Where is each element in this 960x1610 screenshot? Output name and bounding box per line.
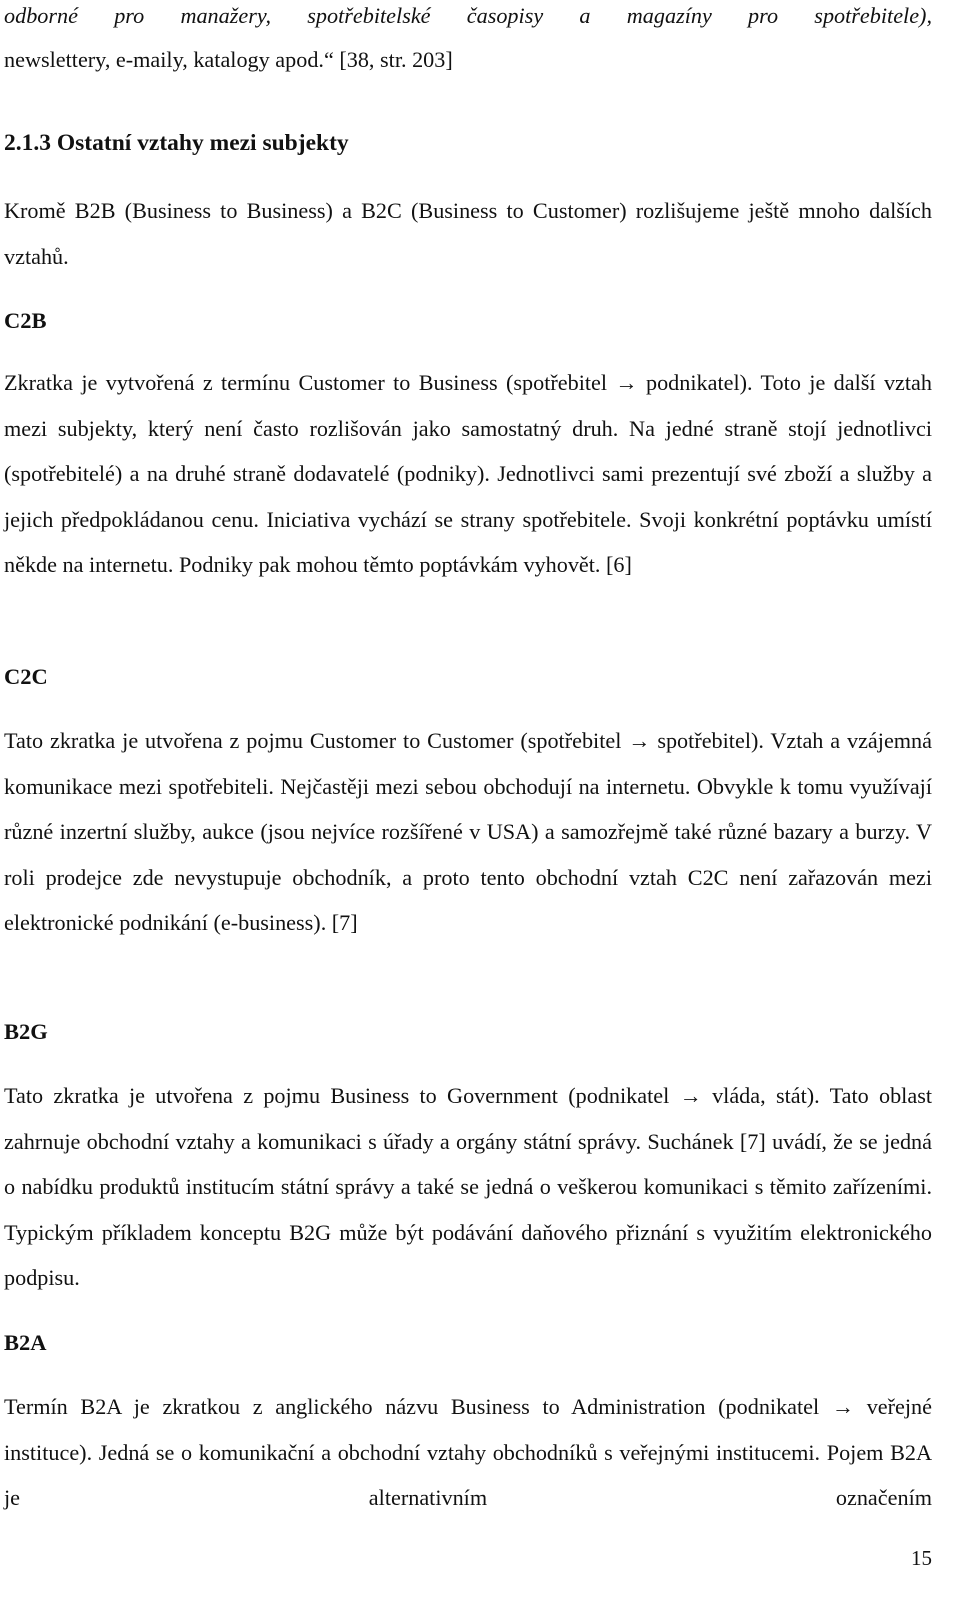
intro-line-1: odborné pro manažery, spotřebitelské časopisy a magazíny pro spotřebitele),	[4, 3, 932, 28]
subsection-title-b2a: B2A	[4, 1330, 47, 1355]
paragraph-c2b: Zkratka je vytvořená z termínu Customer to Business (spotřebitel → podnikatel). Toto je další vztah mezi subjekty, který není často rozlišován jako samostatný druh. Na jedné straně stojí jednotlivci (spotřebitelé) a na druhé straně dodavatelé (podniky). Jednotlivci sami prezentují své zboží a služby a jejich předpokládanou cenu. Iniciativa vychází se strany spotřebitele. Svoji konkrétní poptávku umístí někde na internetu. Podniky pak mohou těmto poptávkám vyhovět. [6]	[4, 370, 932, 577]
subsection-title-b2g: B2G	[4, 1019, 48, 1044]
subsection-title-c2b: C2B	[4, 308, 47, 333]
paragraph-c2c: Tato zkratka je utvořena z pojmu Customer to Customer (spotřebitel → spotřebitel). Vztah a vzájemná komunikace mezi spotřebiteli. Nejčastěji mezi sebou obchodují na internetu. Obvykle k tomu využívají různé inzertní služby, aukce (jsou nejvíce rozšířené v USA) a samozřejmě také různé bazary a burzy. V roli prodejce zde nevystupuje obchodník, a proto tento obchodní vztah C2C není zařazován mezi elektronické podnikání (e-business). [7]	[4, 728, 932, 935]
paragraph-b2a: Termín B2A je zkratkou z anglického názvu Business to Administration (podnikatel → veřejné instituce). Jedná se o komunikační a obchodní vztahy obchodníků s veřejnými institucemi. Pojem B2A je alternativním označením	[4, 1394, 932, 1510]
subsection-title-c2c: C2C	[4, 664, 48, 689]
page-number: 15	[911, 1546, 932, 1570]
section-heading: 2.1.3 Ostatní vztahy mezi subjekty	[4, 130, 349, 156]
intro-line-2: newslettery, e-maily, katalogy apod.“ [38, str. 203]	[4, 47, 453, 72]
section-intro-paragraph: Kromě B2B (Business to Business) a B2C (Business to Customer) rozlišujeme ještě mnoho dalších vztahů.	[4, 198, 932, 269]
paragraph-b2g: Tato zkratka je utvořena z pojmu Business to Government (podnikatel → vláda, stát). Tato oblast zahrnuje obchodní vztahy a komunikaci s úřady a orgány státní správy. Suchánek [7] uvádí, že se jedná o nabídku produktů institucím státní správy a také se jedná o veškerou komunikaci s těmito zařízeními. Typickým příkladem konceptu B2G může být podávání daňového přiznání s využitím elektronického podpisu.	[4, 1083, 932, 1290]
